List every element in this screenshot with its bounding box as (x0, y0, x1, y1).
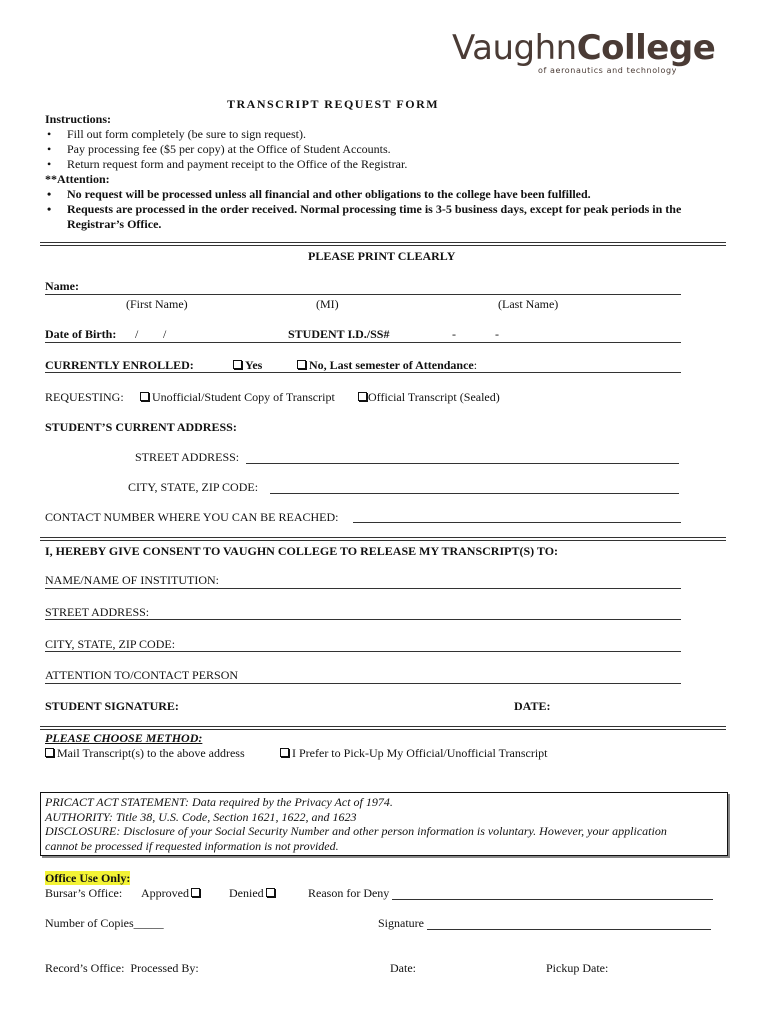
mi-caption: (MI) (316, 297, 339, 311)
city-state-zip-field[interactable] (270, 493, 679, 494)
attention-contact-field[interactable] (45, 683, 681, 684)
privacy-line: DISCLOSURE: Disclosure of your Social Security Number and other person information is voluntary. However, your application (45, 824, 667, 838)
privacy-statement-box (40, 792, 728, 856)
unofficial-transcript-label: Unofficial/Student Copy of Transcript (152, 390, 335, 404)
last-semester-field[interactable] (45, 372, 681, 373)
records-office-label: Record’s Office: Processed By: (45, 961, 199, 975)
institution-label: NAME/NAME OF INSTITUTION: (45, 573, 219, 587)
street-address-field[interactable] (246, 463, 679, 464)
dob-separator: / (163, 327, 167, 341)
pickup-transcript-label: I Prefer to Pick-Up My Official/Unofficial Transcript (292, 746, 548, 760)
privacy-line: AUTHORITY: Title 38, U.S. Code, Section 1621, 1622, and 1623 (45, 809, 357, 824)
office-signature-label: Signature (378, 916, 424, 930)
records-date-label: Date: (390, 961, 416, 975)
last-name-caption: (Last Name) (498, 297, 559, 311)
attention-item: • No request will be processed unless all financial and other obligations to the college have been fulfilled. (45, 187, 735, 202)
pickup-date-label: Pickup Date: (546, 961, 609, 975)
street-address-label: STREET ADDRESS: (135, 450, 240, 464)
student-signature-label: STUDENT SIGNATURE: (45, 699, 179, 713)
attention-contact-label: ATTENTION TO/CONTACT PERSON (45, 668, 239, 682)
denied-label: Denied (229, 886, 264, 900)
section-divider (40, 242, 726, 246)
unofficial-transcript-option[interactable] (140, 390, 335, 405)
logo-text-vaughn: Vaughn (452, 28, 577, 68)
dob-id-field[interactable] (45, 342, 681, 343)
bursar-label: Bursar’s Office: (45, 886, 123, 900)
reason-deny-label: Reason for Deny (308, 886, 390, 900)
logo-text-college: College (576, 28, 716, 68)
attention-list (45, 187, 735, 232)
id-separator: - (495, 327, 499, 341)
number-of-copies-field[interactable]: _____ (133, 916, 164, 930)
office-use-heading-text: Office Use Only: (45, 871, 131, 885)
approved-option[interactable] (141, 886, 203, 901)
official-transcript-option[interactable] (358, 390, 500, 405)
address-heading: STUDENT’S CURRENT ADDRESS: (45, 420, 237, 434)
instructions-block (45, 112, 735, 232)
name-field[interactable] (45, 294, 681, 295)
approved-label: Approved (141, 886, 189, 900)
instruction-item: • Return request form and payment receipt to the Office of the Registrar. (45, 157, 735, 172)
checkbox-icon[interactable] (140, 392, 149, 401)
mail-transcript-option[interactable] (45, 746, 245, 761)
enrolled-no-label: No, Last semester of Attendance (309, 358, 474, 372)
city-state-zip-label: CITY, STATE, ZIP CODE: (128, 480, 259, 494)
checkbox-icon[interactable] (358, 392, 367, 401)
number-of-copies-label (45, 916, 164, 931)
mail-transcript-label: Mail Transcript(s) to the above address (57, 746, 245, 760)
office-use-heading (45, 871, 130, 886)
office-signature-field[interactable] (427, 929, 711, 930)
privacy-line: PRICACT ACT STATEMENT: Data required by the Privacy Act of 1974. (45, 795, 393, 809)
attention-item: • Requests are processed in the order received. Normal processing time is 3-5 business days, except for peak periods in the Registrar’s Office. (45, 202, 735, 232)
enrolled-label: CURRENTLY ENROLLED: (45, 358, 194, 372)
instructions-heading: Instructions: (45, 112, 112, 126)
checkbox-icon[interactable] (297, 360, 306, 369)
dob-label: Date of Birth: (45, 327, 117, 341)
pickup-transcript-option[interactable] (280, 746, 548, 761)
checkbox-icon[interactable] (280, 748, 289, 757)
consent-street-label: STREET ADDRESS: (45, 605, 150, 619)
instruction-item: • Pay processing fee ($5 per copy) at the Office of Student Accounts. (45, 142, 735, 157)
form-title: TRANSCRIPT REQUEST FORM (227, 97, 440, 111)
first-name-caption: (First Name) (126, 297, 188, 311)
print-clearly-label: PLEASE PRINT CLEARLY (308, 249, 456, 263)
checkbox-icon[interactable] (45, 748, 54, 757)
method-heading: PLEASE CHOOSE METHOD: (45, 731, 203, 745)
reason-deny-field[interactable] (392, 899, 713, 900)
enrolled-yes-label: Yes (245, 358, 263, 372)
contact-number-field[interactable] (353, 522, 681, 523)
checkbox-icon[interactable] (233, 360, 242, 369)
official-transcript-label: Official Transcript (Sealed) (368, 390, 500, 404)
logo-subtitle: of aeronautics and technology (538, 66, 678, 75)
enrolled-yes-option[interactable] (233, 358, 262, 373)
number-of-copies-text: Number of Copies (45, 916, 134, 930)
consent-heading: I, HEREBY GIVE CONSENT TO VAUGHN COLLEGE TO RELEASE MY TRANSCRIPT(S) TO: (45, 544, 559, 558)
institution-field[interactable] (45, 588, 681, 589)
requesting-label: REQUESTING: (45, 390, 124, 404)
attention-heading: **Attention: (45, 172, 110, 186)
student-id-label: STUDENT I.D./SS# (288, 327, 390, 341)
instruction-item: • Fill out form completely (be sure to sign request). (45, 127, 735, 142)
name-label: Name: (45, 279, 79, 293)
college-logo (452, 28, 716, 75)
checkbox-icon[interactable] (191, 888, 200, 897)
section-divider (40, 537, 726, 541)
consent-date-label: DATE: (514, 699, 551, 713)
consent-street-field[interactable] (45, 619, 681, 620)
checkbox-icon[interactable] (266, 888, 275, 897)
enrolled-no-colon: : (473, 358, 478, 372)
denied-option[interactable] (229, 886, 278, 901)
consent-city-label: CITY, STATE, ZIP CODE: (45, 637, 176, 651)
privacy-line: cannot be processed if requested information is not provided. (45, 838, 339, 853)
contact-number-label: CONTACT NUMBER WHERE YOU CAN BE REACHED: (45, 510, 339, 524)
enrolled-no-option[interactable] (297, 358, 477, 373)
id-separator: - (452, 327, 456, 341)
instructions-list (45, 127, 735, 172)
section-divider (40, 726, 726, 730)
dob-separator: / (135, 327, 139, 341)
consent-city-field[interactable] (45, 651, 681, 652)
